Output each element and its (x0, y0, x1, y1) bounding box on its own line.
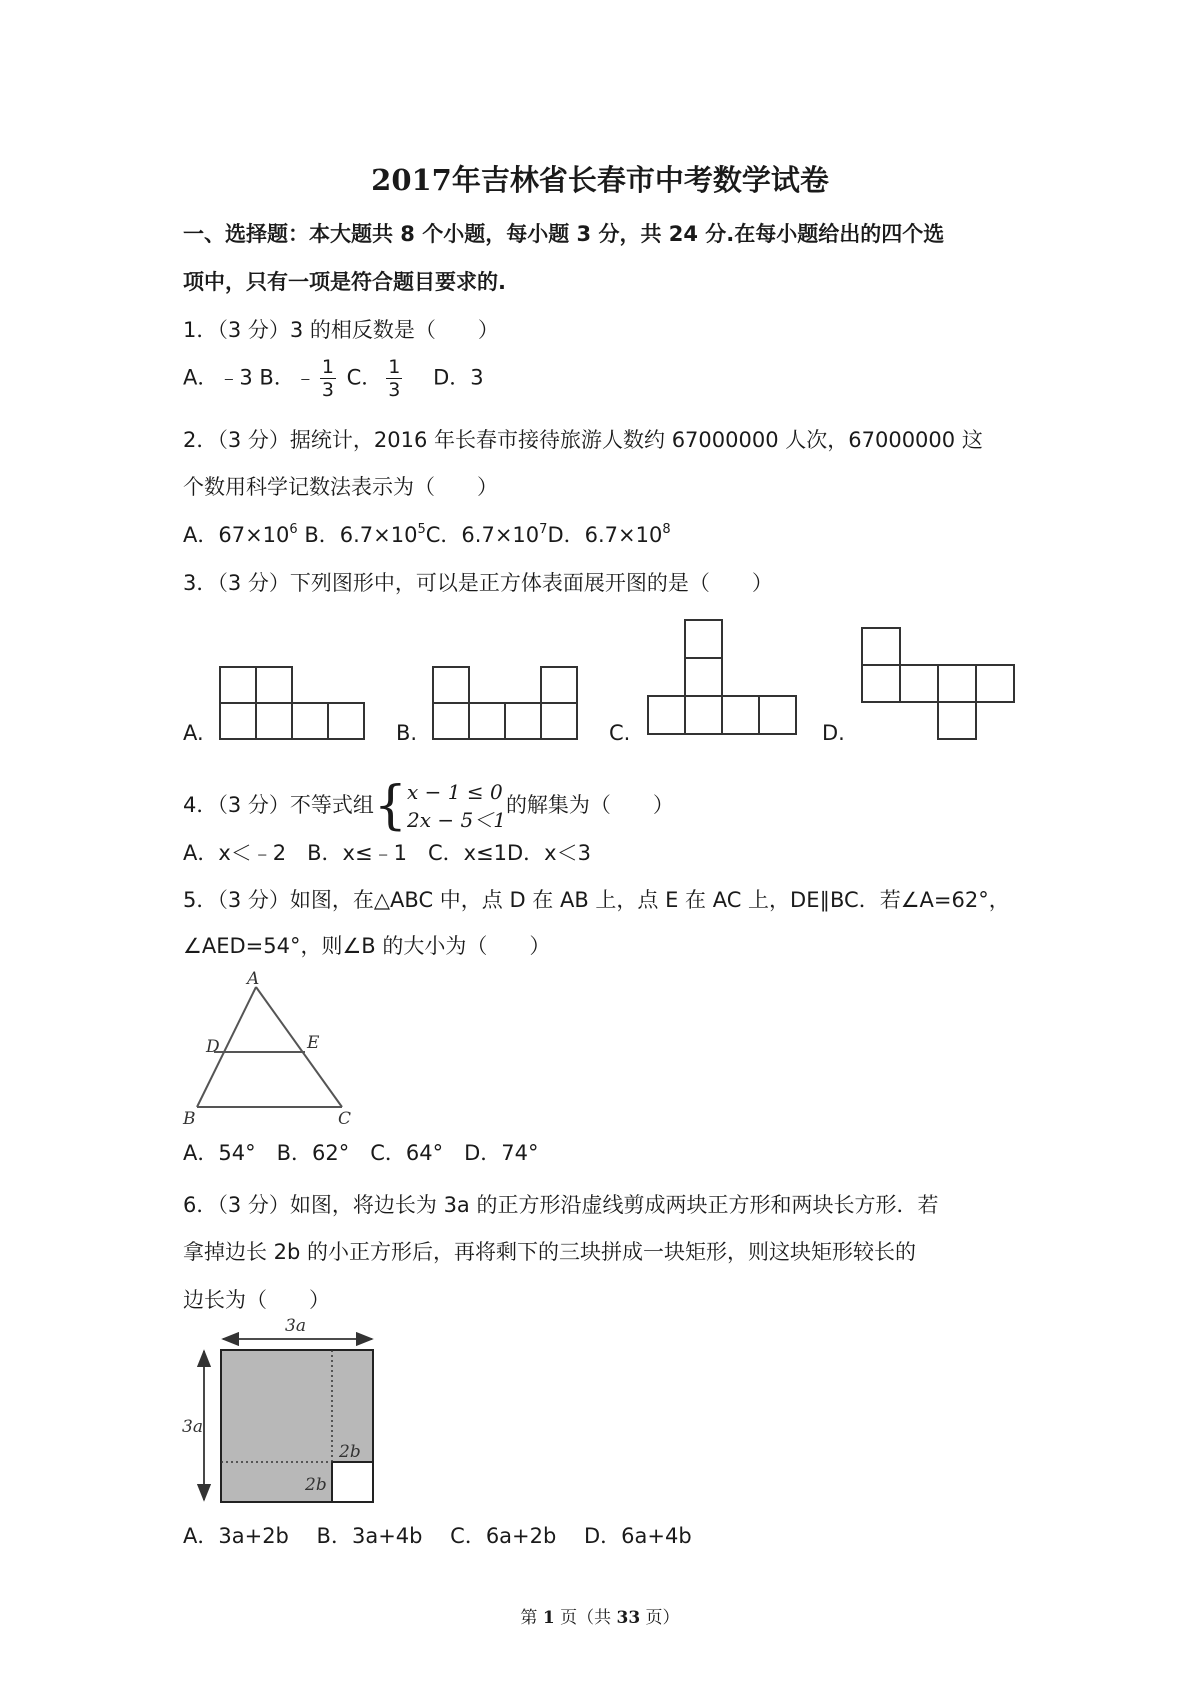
q4-prefix: 4．（3 分）不等式组 (183, 793, 374, 817)
q2-option-a-base: A．67×10 (183, 523, 290, 547)
section-heading-line2: 项中，只有一项是符合题目要求的. (183, 270, 506, 294)
q1-option-c-denominator: 3 (388, 379, 401, 401)
q1-option-b-numerator: 1 (321, 356, 334, 378)
q4-inequality-row1: x − 1 ≤ 0 (407, 780, 503, 804)
q3-stem: 3．（3 分）下列图形中，可以是正方体表面展开图的是（ ） (183, 571, 773, 595)
q2-option-c-exp: 7 (539, 522, 548, 537)
q6-line3: 边长为（ ） (183, 1288, 330, 1312)
q6-small-square (332, 1462, 373, 1502)
footer-middle: 页（共 (554, 1608, 617, 1628)
q1-option-b: B． (259, 365, 295, 390)
page-footer (0, 1603, 1200, 1628)
q5-label-c: C (338, 1109, 352, 1129)
q4-options: A．x＜﹣2 B．x≤﹣1 C．x≤1D．x＜3 (183, 841, 591, 865)
q1-option-c: C． (346, 365, 383, 390)
q3-label-d: D. (822, 721, 845, 745)
q1-option-b-sign: ﹣ (294, 365, 316, 390)
section-heading-line1: 一、选择题：本大题共 8 个小题，每小题 3 分，共 24 分.在每小题给出的四个选 (183, 222, 945, 246)
footer-total-pages: 33 (616, 1608, 641, 1628)
footer-prefix: 第 (520, 1608, 543, 1628)
q2-option-b-base: B．6.7×10 (297, 523, 418, 547)
q1-option-a: A．﹣3 (183, 365, 253, 390)
q6-label-top: 3a (285, 1316, 306, 1336)
q6-label-inner-right: 2b (339, 1442, 361, 1462)
q4-inequality-row2: 2x − 5＜1 (407, 808, 506, 832)
q2-option-a-exp: 6 (289, 522, 298, 537)
q1-stem: 1．（3 分）3 的相反数是（ ） (183, 318, 499, 342)
q3-label-b: B. (396, 721, 418, 745)
q3-label-a: A. (183, 721, 204, 745)
q2-option-d-exp: 8 (662, 522, 671, 537)
q5-line2: ∠AED=54°，则∠B 的大小为（ ） (183, 934, 551, 958)
q4-suffix: 的解集为（ ） (505, 793, 674, 817)
footer-page-number: 1 (542, 1608, 555, 1628)
q6-label-left: 3a (182, 1417, 203, 1437)
q5-label-a: A (247, 969, 260, 989)
q6-options: A．3a+2b B．3a+4b C．6a+2b D．6a+4b (183, 1524, 692, 1548)
q6-line1: 6．（3 分）如图，将边长为 3a 的正方形沿虚线剪成两块正方形和两块长方形．若 (183, 1193, 939, 1217)
left-brace-icon: { (373, 776, 407, 836)
q2-option-c-base: C．6.7×10 (425, 523, 540, 547)
q1-option-d: D．3 (433, 365, 484, 390)
page-title: 2017年吉林省长春市中考数学试卷 (371, 163, 829, 197)
q2-option-d-base: D．6.7×10 (547, 523, 663, 547)
q6-label-inner-bottom: 2b (305, 1475, 327, 1495)
q3-label-c: C. (609, 721, 631, 745)
q5-options: A．54° B．62° C．64° D．74° (183, 1141, 539, 1165)
q2-line2: 个数用科学记数法表示为（ ） (183, 475, 498, 499)
q5-label-b: B (183, 1109, 196, 1129)
footer-suffix: 页） (640, 1608, 680, 1628)
q2-line1: 2．（3 分）据统计，2016 年长春市接待旅游人数约 67000000 人次，67000000 这 (183, 428, 983, 452)
q5-line1: 5．（3 分）如图，在△ABC 中，点 D 在 AB 上，点 E 在 AC 上，DE∥BC．若∠A=62°， (183, 888, 1010, 912)
q5-label-e: E (307, 1033, 320, 1053)
q6-line2: 拿掉边长 2b 的小正方形后，再将剩下的三块拼成一块矩形，则这块矩形较长的 (183, 1240, 917, 1264)
q1-option-c-numerator: 1 (388, 356, 401, 378)
q2-option-b-exp: 5 (417, 522, 426, 537)
q1-option-b-denominator: 3 (321, 379, 334, 401)
q5-label-d: D (206, 1037, 220, 1057)
